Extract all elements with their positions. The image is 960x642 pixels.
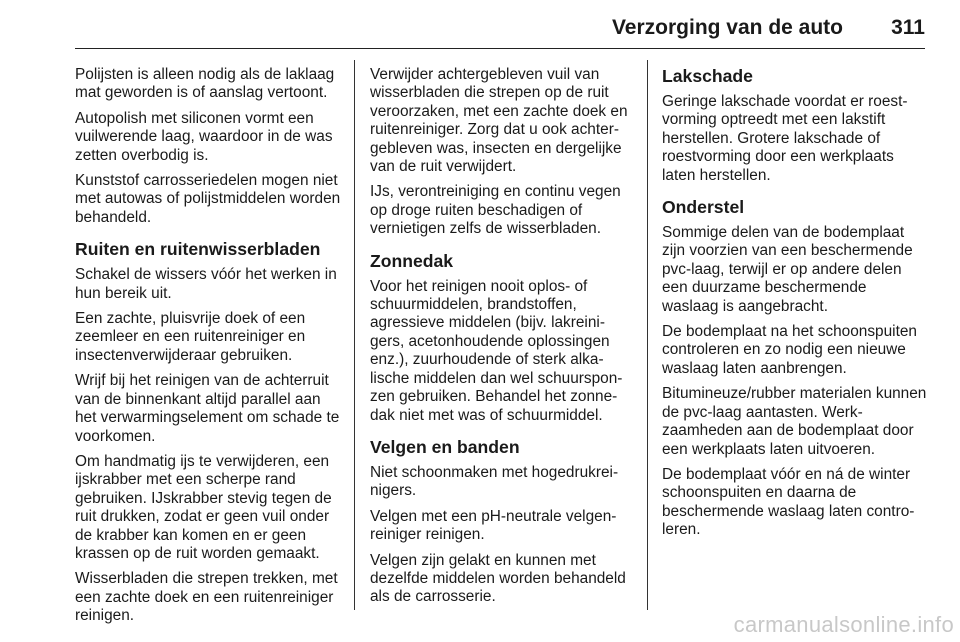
paragraph: Schakel de wissers vóór het werken in hun bereik uit. (75, 266, 337, 302)
paragraph: IJs, verontreiniging en continu vegen op droge ruiten beschadigen of vernietigen zelfs de wisserbladen. (370, 183, 621, 238)
paragraph: Sommige delen van de bodemplaat zijn voorzien van een beschermende pvc-laag, terwijl er op andere delen een duurzame beschermende waslaag is aangebracht. (662, 224, 913, 315)
column-divider-left (354, 60, 355, 610)
paragraph: Niet schoonmaken met hogedrukreinigers. (370, 463, 619, 500)
paragraph: Bitumineuze/rubber materialen kunnen de pvc-laag aantasten. Werkzaamheden aan de bodemplaat door een werkplaats laten uitvoeren. (662, 385, 927, 458)
paragraph: Voor het reinigen nooit oplos- of schuurmiddelen, brandstoffen, agressieve middelen (bijv. lakreinigers, acetonhoudende oplossingen enz.), zuurhoudende of sterk alkalische middelen dan wel schuursponzen gebruiken. Behandel het zonnedak niet met was of schuurmiddel. (370, 277, 623, 424)
section-heading-zonnedak: Zonnedak (370, 250, 454, 271)
page-number: 311 (891, 16, 925, 39)
paragraph: Wrijf bij het reinigen van de achterruit van de binnenkant altijd parallel aan het verwarmingselement om schade te voorkomen. (75, 372, 340, 445)
paragraph: Wisserbladen die strepen trekken, met een zachte doek en een ruitenreiniger reinigen. (75, 570, 338, 625)
paragraph: De bodemplaat vóór en ná de winter schoonspuiten en daarna de beschermende waslaag laten controleren. (662, 465, 915, 539)
paragraph: Om handmatig ijs te verwijderen, een ijskrabber met een scherpe rand gebruiken. IJskrabber stevig tegen de ruit drukken, zodat er geen vuil onder de krabber kan komen en er geen krassen op de ruit worden gemaakt. (75, 452, 332, 562)
paragraph: Velgen met een pH-neutrale velgenreiniger reinigen. (370, 507, 617, 544)
page-title: Verzorging van de auto (611, 16, 843, 39)
section-heading-lakschade: Lakschade (662, 66, 753, 86)
column-right (662, 66, 927, 547)
column-divider-right (647, 60, 648, 610)
column-left (75, 66, 343, 633)
paragraph: Geringe lakschade voordat er roestvorming optreedt met een lakstift herstellen. Grotere lakschade of roestvorming door een werkplaats laten herstellen. (662, 93, 908, 184)
column-middle (370, 66, 632, 614)
section-heading-velgen: Velgen en banden (370, 436, 520, 457)
watermark: carmanualsonline.info (733, 612, 954, 637)
header-rule (75, 48, 925, 49)
section-heading-ruiten: Ruiten en ruitenwisserbladen (75, 239, 321, 260)
page-header (75, 0, 925, 50)
paragraph: Polijsten is alleen nodig als de laklaag mat geworden is of aanslag vertoont. (75, 66, 335, 102)
paragraph: Een zachte, pluisvrije doek of een zeemleer en een ruitenreiniger en insectenverwijderaar gebruiken. (75, 310, 306, 364)
paragraph: Kunststof carrosseriedelen mogen niet met autowas of polijstmiddelen worden behandeld. (75, 172, 341, 226)
paragraph: Autopolish met siliconen vormt een vuilwerende laag, waardoor in de was zetten overbodig is. (75, 109, 333, 164)
paragraph: Velgen zijn gelakt en kunnen met dezelfde middelen worden behandeld als de carrosserie. (370, 551, 626, 606)
paragraph: De bodemplaat na het schoonspuiten controleren en zo nodig een nieuwe waslaag laten aanbrengen. (662, 323, 917, 377)
paragraph: Verwijder achtergebleven vuil van wisserbladen die strepen op de ruit veroorzaken, met een zachte doek en ruitenreiniger. Zorg dat u ook achtergebleven was, insecten en dergelijke van de ruit verwijdert. (370, 66, 628, 176)
section-heading-onderstel: Onderstel (662, 197, 745, 218)
